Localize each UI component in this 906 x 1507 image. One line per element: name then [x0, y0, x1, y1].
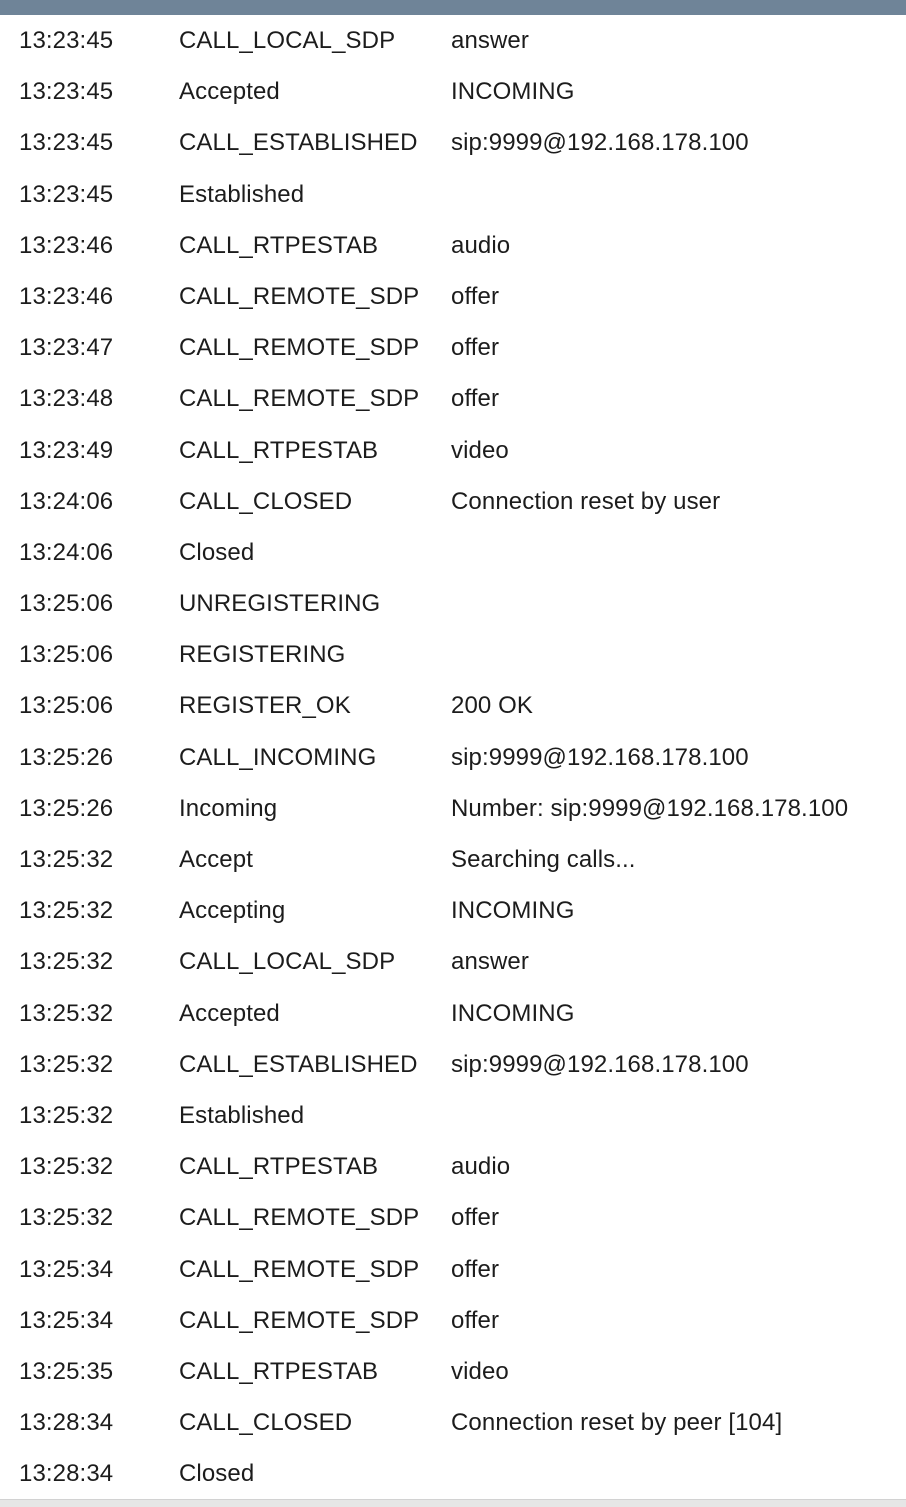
- log-detail: Number: sip:9999@192.168.178.100: [451, 794, 849, 822]
- log-detail: offer: [451, 334, 500, 362]
- log-event: CALL_LOCAL_SDP: [179, 948, 396, 976]
- log-event: Accept: [179, 846, 253, 873]
- log-event: CALL_CLOSED: [179, 1409, 353, 1437]
- log-row[interactable]: [0, 1448, 906, 1499]
- log-row[interactable]: [0, 527, 906, 578]
- log-row[interactable]: [0, 1295, 906, 1346]
- log-row[interactable]: [0, 680, 906, 731]
- log-row[interactable]: [0, 1397, 906, 1448]
- log-time: 13:24:06: [19, 538, 114, 566]
- log-row[interactable]: [0, 988, 906, 1039]
- log-row[interactable]: [0, 1090, 906, 1141]
- log-time: 13:25:32: [19, 846, 114, 873]
- log-row[interactable]: [0, 15, 906, 66]
- log-time: 13:23:45: [19, 78, 114, 106]
- log-time: 13:25:32: [19, 897, 114, 925]
- log-event: Established: [179, 180, 305, 208]
- log-time: 13:23:49: [19, 436, 114, 464]
- log-event: Closed: [179, 538, 255, 566]
- log-time: 13:25:32: [19, 1204, 114, 1232]
- log-row[interactable]: [0, 271, 906, 322]
- log-event: CALL_ESTABLISHED: [179, 129, 418, 157]
- window-header-bar: [0, 0, 906, 15]
- log-detail: INCOMING: [451, 897, 575, 925]
- log-event: Incoming: [179, 794, 278, 822]
- log-row[interactable]: [0, 783, 906, 834]
- log-event: REGISTERING: [179, 641, 346, 669]
- log-row[interactable]: [0, 169, 906, 220]
- log-row[interactable]: [0, 1346, 906, 1397]
- log-detail: audio: [451, 231, 511, 259]
- log-event: CALL_INCOMING: [179, 743, 377, 771]
- log-detail: audio: [451, 1153, 511, 1181]
- log-row[interactable]: [0, 885, 906, 936]
- log-event: CALL_CLOSED: [179, 487, 353, 515]
- event-log-list[interactable]: [0, 15, 906, 1499]
- log-detail: offer: [451, 385, 500, 413]
- log-time: 13:25:34: [19, 1255, 114, 1283]
- log-event: CALL_REMOTE_SDP: [179, 1255, 420, 1283]
- log-detail: video: [451, 436, 509, 464]
- log-time: 13:25:06: [19, 692, 114, 720]
- log-event: CALL_RTPESTAB: [179, 436, 379, 464]
- log-time: 13:28:34: [19, 1409, 114, 1437]
- log-row[interactable]: [0, 936, 906, 987]
- log-time: 13:25:32: [19, 1153, 114, 1181]
- log-detail: sip:9999@192.168.178.100: [451, 129, 749, 157]
- log-event: CALL_RTPESTAB: [179, 231, 379, 259]
- log-detail: Connection reset by peer [104]: [451, 1409, 783, 1437]
- log-time: 13:25:32: [19, 948, 114, 976]
- log-event: UNREGISTERING: [179, 590, 381, 618]
- log-detail: offer: [451, 282, 500, 310]
- log-row[interactable]: [0, 1039, 906, 1090]
- log-detail: INCOMING: [451, 78, 575, 106]
- log-detail: INCOMING: [451, 999, 575, 1027]
- log-time: 13:25:32: [19, 999, 114, 1027]
- log-event: CALL_LOCAL_SDP: [179, 27, 396, 54]
- log-detail: answer: [451, 27, 529, 54]
- log-detail: sip:9999@192.168.178.100: [451, 743, 749, 771]
- log-detail: sip:9999@192.168.178.100: [451, 1050, 749, 1078]
- log-detail: answer: [451, 948, 529, 976]
- log-event: CALL_REMOTE_SDP: [179, 1204, 420, 1232]
- log-row[interactable]: [0, 425, 906, 476]
- log-event: Accepted: [179, 78, 280, 106]
- log-time: 13:25:32: [19, 1050, 114, 1078]
- log-row[interactable]: [0, 220, 906, 271]
- log-event: CALL_REMOTE_SDP: [179, 385, 420, 413]
- log-time: 13:23:46: [19, 282, 114, 310]
- log-time: 13:23:46: [19, 231, 114, 259]
- log-detail: Connection reset by user: [451, 487, 721, 515]
- log-row[interactable]: [0, 66, 906, 117]
- log-row[interactable]: [0, 834, 906, 885]
- log-event: CALL_REMOTE_SDP: [179, 1306, 420, 1334]
- log-row[interactable]: [0, 1141, 906, 1192]
- log-time: 13:23:48: [19, 385, 114, 413]
- log-row[interactable]: [0, 322, 906, 373]
- log-row[interactable]: [0, 117, 906, 168]
- log-time: 13:25:32: [19, 1101, 114, 1129]
- log-event: CALL_RTPESTAB: [179, 1153, 379, 1181]
- log-event: Established: [179, 1101, 305, 1129]
- log-time: 13:24:06: [19, 487, 114, 515]
- log-detail: offer: [451, 1306, 500, 1334]
- log-time: 13:23:45: [19, 27, 114, 54]
- log-time: 13:25:26: [19, 743, 114, 771]
- log-row[interactable]: [0, 629, 906, 680]
- log-row[interactable]: [0, 373, 906, 424]
- log-detail: offer: [451, 1255, 500, 1283]
- log-event: CALL_REMOTE_SDP: [179, 334, 420, 362]
- log-time: 13:23:45: [19, 180, 114, 208]
- log-time: 13:25:06: [19, 590, 114, 618]
- log-detail: 200 OK: [451, 692, 533, 720]
- log-event: Accepted: [179, 999, 280, 1027]
- log-row[interactable]: [0, 732, 906, 783]
- log-detail: Searching calls...: [451, 846, 636, 873]
- log-row[interactable]: [0, 578, 906, 629]
- log-time: 13:25:26: [19, 794, 114, 822]
- log-event: CALL_RTPESTAB: [179, 1357, 379, 1385]
- log-time: 13:25:34: [19, 1306, 114, 1334]
- log-event: CALL_REMOTE_SDP: [179, 282, 420, 310]
- log-time: 13:23:47: [19, 334, 114, 362]
- log-time: 13:23:45: [19, 129, 114, 157]
- log-row[interactable]: [0, 1244, 906, 1295]
- log-event: CALL_ESTABLISHED: [179, 1050, 418, 1078]
- log-time: 13:28:34: [19, 1460, 114, 1488]
- log-time: 13:25:06: [19, 641, 114, 669]
- log-event: REGISTER_OK: [179, 692, 351, 720]
- log-event: Accepting: [179, 897, 286, 925]
- log-event: Closed: [179, 1460, 255, 1488]
- log-time: 13:25:35: [19, 1357, 114, 1385]
- log-detail: video: [451, 1357, 509, 1385]
- log-row[interactable]: [0, 476, 906, 527]
- log-row[interactable]: [0, 1192, 906, 1243]
- log-detail: offer: [451, 1204, 500, 1232]
